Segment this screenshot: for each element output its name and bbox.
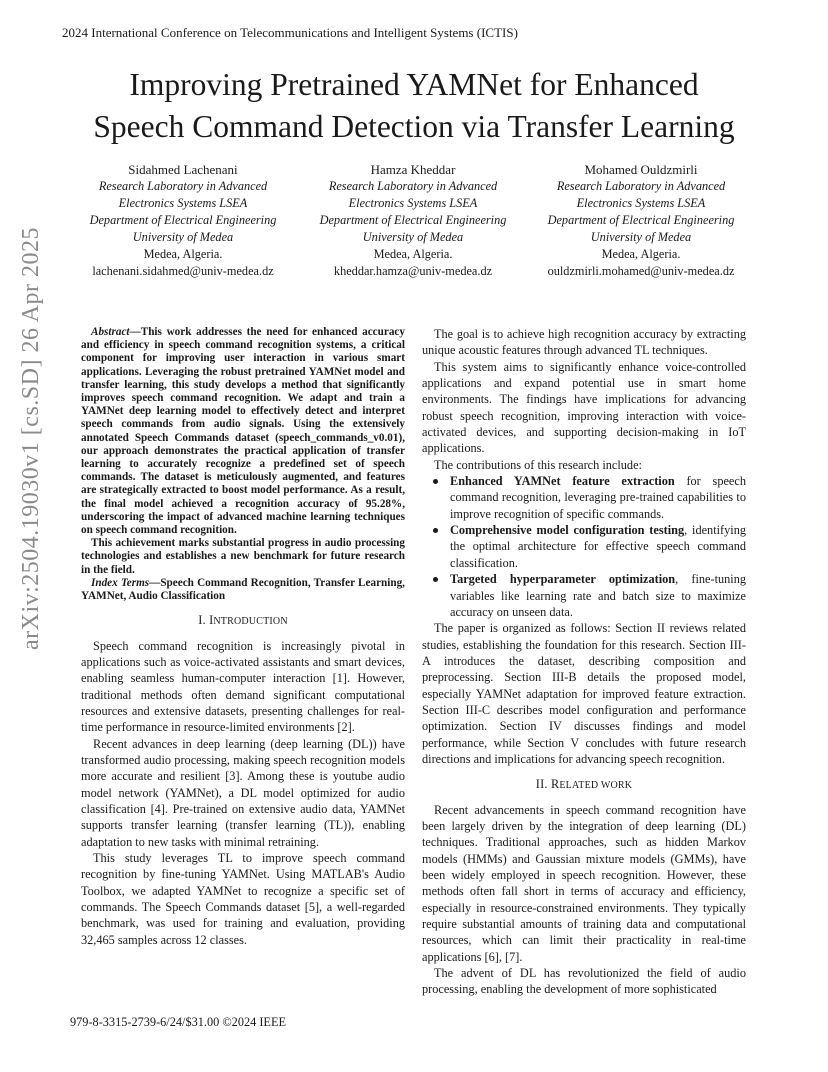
body-paragraph: The paper is organized as follows: Section II reviews related studies, establishing the foundation for this research. Section III-A introduces the dataset, describing composition and preprocessing. Section III-B details the proposed model, especially YAMNet adaptation for improved feature extraction. Section III-C describes model configuration and performance optimization. Section IV discusses findings and model performance, while Section V concludes with future research directions and implications for advancing speech recognition. bbox=[422, 621, 746, 766]
abstract-label: Abstract bbox=[91, 326, 130, 338]
author-lab: Research Laboratory in Advanced bbox=[98, 179, 268, 193]
author-university: University of Medea bbox=[590, 230, 692, 244]
section-heading-introduction: I. INTRODUCTION bbox=[198, 613, 288, 628]
author-department: Department of Electrical Engineering bbox=[89, 213, 277, 227]
author-name: Mohamed Ouldzmirli bbox=[584, 162, 698, 177]
author-name: Sidahmed Lachenani bbox=[128, 162, 238, 177]
author-email: lachenani.sidahmed@univ-medea.dz bbox=[92, 264, 274, 278]
author-lab: Research Laboratory in Advanced bbox=[328, 179, 498, 193]
contribution-item: Enhanced YAMNet feature extraction for speech command recognition, leveraging pre-trained capabilities to improve recognition of specific commands. bbox=[450, 474, 746, 521]
author-2 bbox=[293, 161, 533, 280]
author-lab: Research Laboratory in Advanced bbox=[556, 179, 726, 193]
body-paragraph: The contributions of this research include: bbox=[434, 457, 642, 472]
author-1 bbox=[63, 161, 303, 280]
title-line-2: Speech Command Detection via Transfer Learning bbox=[93, 109, 735, 144]
author-email: kheddar.hamza@univ-medea.dz bbox=[333, 264, 493, 278]
abstract-text-2: This achievement marks substantial progress in audio processing technologies and establishes a new benchmark for future research in the field. bbox=[81, 537, 405, 576]
author-location: Medea, Algeria. bbox=[373, 247, 453, 261]
contributions-list bbox=[422, 473, 746, 620]
abstract-text: —This work addresses the need for enhanced accuracy and efficiency in speech command recognition systems, a critical component for improving user interaction in various smart applications. Leveraging the robust pretrained YAMNet model and transfer learning, this study develops a method that significantly improves speech command recognition. We adapt and train a YAMNet deep learning model to effectively detect and interpret speech commands from audio signals. Using the extensively annotated Speech Commands dataset (speech_commands_v0.01), our approach demonstrates the practical application of transfer learning to accurately recognize a predefined set of speech commands. The dataset is meticulously augmented, and features are strategically extracted to boost model performance. As a result, the final model achieved a recognition accuracy of 95.28%, underscoring the impact of advanced machine learning techniques on speech command recognition. bbox=[81, 326, 405, 537]
contribution-item: Comprehensive model configuration testing, identifying the optimal architecture for effective speech command classification. bbox=[450, 523, 746, 570]
index-terms-text: —Speech Command Recognition, Transfer Learning, YAMNet, Audio Classification bbox=[81, 576, 405, 603]
author-lab: Electronics Systems LSEA bbox=[576, 196, 706, 210]
paper-title bbox=[0, 64, 828, 148]
author-3 bbox=[521, 161, 761, 280]
author-university: University of Medea bbox=[132, 230, 234, 244]
author-department: Department of Electrical Engineering bbox=[319, 213, 507, 227]
body-paragraph: This system aims to significantly enhance voice-controlled applications and expand potential use in smart home environments. The findings have implications for advancing robust speech recognition, improving interaction with voice-activated devices, and supporting decision-making in IoT applications. bbox=[422, 359, 746, 456]
related-work-paragraph: The advent of DL has revolutionized the field of audio processing, enabling the development of more sophisticated bbox=[422, 966, 746, 997]
right-column bbox=[422, 326, 746, 998]
abstract bbox=[81, 326, 405, 603]
author-email: ouldzmirli.mohamed@univ-medea.dz bbox=[547, 264, 735, 278]
conference-header: 2024 International Conference on Telecommunications and Intelligent Systems (ICTIS) bbox=[62, 25, 518, 40]
author-location: Medea, Algeria. bbox=[601, 247, 681, 261]
section-heading-related-work: II. RELATED WORK bbox=[535, 777, 633, 792]
left-column bbox=[81, 326, 405, 948]
copyright-footer: 979-8-3315-2739-6/24/$31.00 ©2024 IEEE bbox=[70, 1015, 286, 1029]
author-university: University of Medea bbox=[362, 230, 464, 244]
author-lab: Electronics Systems LSEA bbox=[348, 196, 478, 210]
index-terms-label: Index Terms bbox=[91, 576, 150, 589]
author-lab: Electronics Systems LSEA bbox=[118, 196, 248, 210]
intro-paragraph: Speech command recognition is increasingly pivotal in applications such as voice-activated assistants and smart devices, enabling seamless human-computer interaction [1]. However, traditional methods often demand significant computational resources and extensive datasets, presenting challenges for real-time performance in resource-limited environments [2]. bbox=[81, 638, 405, 735]
author-location: Medea, Algeria. bbox=[143, 247, 223, 261]
author-department: Department of Electrical Engineering bbox=[547, 213, 735, 227]
author-name: Hamza Kheddar bbox=[370, 162, 456, 177]
contribution-item: Targeted hyperparameter optimization, fine-tuning variables like learning rate and batch size to maximize accuracy on unseen data. bbox=[450, 572, 746, 619]
arxiv-stamp: arXiv:2504.19030v1 [cs.SD] 26 Apr 2025 bbox=[18, 227, 44, 650]
intro-paragraph: Recent advances in deep learning (deep learning (DL)) have transformed audio processing, making speech recognition models more accurate and resilient [3]. Among these is youtube audio model network (YAMNet), a DL model optimized for audio classification [4]. Pre-trained on extensive audio data, YAMNet supports transfer learning (transfer learning (TL)), enabling adaptation to new tasks with minimal retraining. bbox=[81, 736, 405, 849]
body-paragraph: The goal is to achieve high recognition accuracy by extracting unique acoustic features through advanced TL techniques. bbox=[422, 327, 746, 358]
title-line-1: Improving Pretrained YAMNet for Enhanced bbox=[129, 67, 699, 102]
related-work-paragraph: Recent advancements in speech command recognition have been largely driven by the integration of deep learning (DL) techniques. Traditional approaches, such as hidden Markov models (HMMs) and Gaussian mixture models (GMMs), have been widely employed in speech recognition. However, these methods often fall short in terms of accuracy and efficiency, especially in resource-constrained environments. They typically require substantial amounts of training data and computational resources, which can limit their practicality in real-time applications [6], [7]. bbox=[422, 802, 746, 964]
intro-paragraph: This study leverages TL to improve speech command recognition by fine-tuning YAMNet. Using MATLAB's Audio Toolbox, we adapted YAMNet to recognize a specific set of commands. The Speech Commands dataset [5], a well-regarded benchmark, was used for training and evaluation, providing 32,465 samples across 12 classes. bbox=[81, 851, 405, 947]
